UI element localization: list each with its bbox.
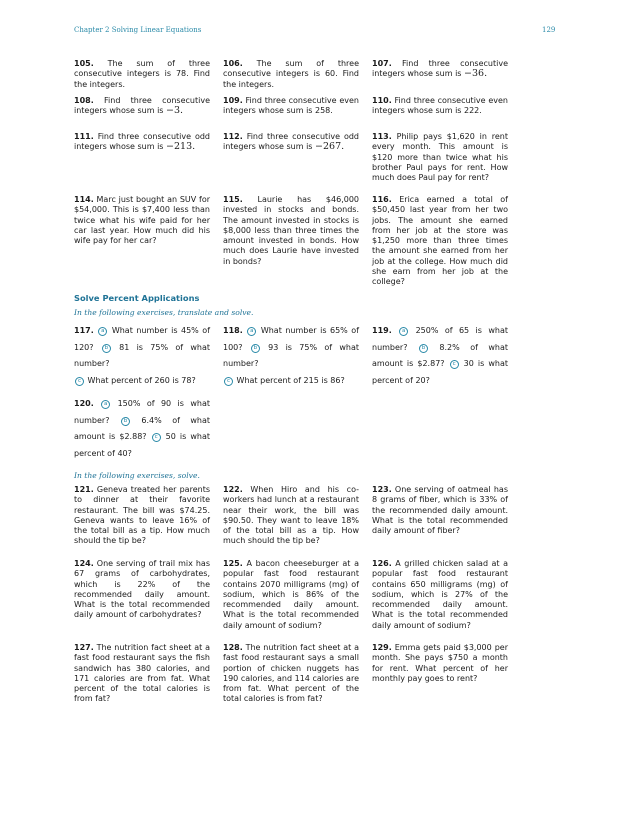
exercise-117: 117. a What number is 45% of 120? b 81 is 75% of what number? c What percent of 260 is 78?: [74, 326, 211, 385]
page-number: 129: [542, 26, 556, 34]
exercise-row: [74, 643, 556, 705]
part-b-marker: b: [251, 344, 260, 353]
exercise-number: 126.: [372, 559, 392, 568]
exercise-127: [74, 643, 210, 705]
exercise-number: 106.: [223, 59, 243, 68]
exercise-number: 113.: [372, 132, 392, 141]
exercise-text: Find three consecutive integers whose sum is: [74, 96, 211, 116]
part-c-marker: c: [152, 433, 161, 442]
part-b-marker: b: [419, 344, 428, 353]
part-b-marker: b: [121, 417, 130, 426]
exercise-number: 119.: [372, 326, 392, 335]
exercise-text: Marc just bought an SUV for $54,000. This is $7,400 less than twice what his wife paid for her car last year. How much did his wife pay for her car?: [74, 195, 210, 246]
exercise-118: 118. a What number is 65% of 100? b 93 is 75% of what number? c What percent of 215 is 86?: [223, 326, 360, 385]
exercise-row: [74, 195, 556, 288]
exercise-number: 105.: [74, 59, 94, 68]
exercise-text: One serving of trail mix has 67 grams of carbohydrates, which is 22% of the recommended daily amount. What is the total recommended daily amount of carbohydrates?: [74, 559, 210, 620]
exercise-number: 107.: [372, 59, 392, 68]
math-value: −36.: [464, 68, 488, 80]
exercise-row: [74, 96, 556, 117]
exercise-text: The nutrition fact sheet at a fast food restaurant says a small portion of chicken nuggets has 190 calories, and 114 calories are from fat. What percent of the total calories is from fat?: [223, 643, 359, 704]
part-b-marker: b: [102, 344, 111, 353]
exercise-row: [74, 485, 556, 547]
exercise-number: 121.: [74, 485, 94, 494]
exercise-114: [74, 195, 210, 288]
exercise-number: 129.: [372, 643, 392, 652]
exercise-125: [223, 559, 359, 631]
exercise-115: [223, 195, 359, 288]
exercise-number: 123.: [372, 485, 392, 494]
exercise-text: When Hiro and his co-workers had lunch at a restaurant near their work, the bill was $90.50. They want to leave 18% of the total bill as a tip. How much should the tip be?: [223, 485, 359, 546]
exercise-109: [223, 96, 359, 117]
exercise-number: 122.: [223, 485, 243, 494]
exercise-121: [74, 485, 210, 547]
exercise-text: Find three consecutive integers whose sum is: [372, 59, 509, 79]
exercise-text: Find three consecutive odd integers whose sum is: [74, 132, 211, 152]
exercise-113: [372, 132, 508, 183]
exercise-129: [372, 643, 508, 705]
exercise-number: 125.: [223, 559, 243, 568]
exercise-row: [74, 132, 556, 183]
exercise-number: 128.: [223, 643, 243, 652]
exercise-126: [372, 559, 508, 631]
exercise-text: The nutrition fact sheet at a fast food restaurant says the fish sandwich has 380 calories, and 171 calories are from fat. What percent of the total calories is from fat?: [74, 643, 210, 704]
part-c-marker: c: [450, 360, 459, 369]
exercise-text: Erica earned a total of $50,450 last year from her two jobs. The amount she earned from her job at the store was $1,250 more than three times the amount she earned from her job at the college. How much did she earn from her job at the college?: [372, 195, 508, 287]
part-a-marker: a: [101, 400, 110, 409]
exercise-number: 115.: [223, 195, 243, 204]
exercise-110: [372, 96, 508, 117]
exercise-128: [223, 643, 359, 705]
exercise-number: 124.: [74, 559, 94, 568]
exercise-text: Find three consecutive odd integers whose sum is: [223, 132, 360, 152]
exercise-123: [372, 485, 508, 547]
exercise-number: 110.: [372, 96, 392, 105]
exercise-number: 112.: [223, 132, 243, 141]
exercise-text: Geneva treated her parents to dinner at their favorite restaurant. The bill was $74.25. Geneva wants to leave 16% of the total bill as a tip. How much should the tip be?: [74, 485, 210, 546]
exercise-105: [74, 59, 210, 90]
exercise-120: 120. a 150% of 90 is what number? b 6.4% of what amount is $2.88? c 50 is what percent of 40?: [74, 399, 211, 458]
exercise-text: A grilled chicken salad at a popular fast food restaurant contains 650 milligrams (mg) of sodium, which is 27% of the recommended daily amount. What is the total recommended daily amount of sodium?: [372, 559, 508, 630]
exercise-text: One serving of oatmeal has 8 grams of fiber, which is 33% of the recommended daily amount. What is the total recommended daily amount of fiber?: [372, 485, 508, 536]
chapter-header: Chapter 2 Solving Linear Equations: [74, 26, 202, 34]
exercise-text: Find three consecutive even integers whose sum is 258.: [223, 96, 359, 116]
exercise-number: 120.: [74, 399, 94, 408]
exercise-text: Emma gets paid $3,000 per month. She pays $750 a month for rent. What percent of her monthly pay goes to rent?: [372, 643, 508, 683]
exercise-text: The sum of three consecutive integers is 78. Find the integers.: [74, 59, 210, 89]
math-value: −213.: [166, 141, 196, 153]
exercise-row: [74, 323, 556, 389]
exercise-row: [74, 59, 556, 90]
exercise-112: [223, 132, 359, 183]
instruction-translate: In the following exercises, translate and solve.: [74, 308, 254, 317]
exercise-106: [223, 59, 359, 90]
exercise-116: [372, 195, 508, 288]
exercise-text: A bacon cheeseburger at a popular fast food restaurant contains 2070 milligrams (mg) of sodium, which is 86% of the recommended daily amount. What is the total recommended daily amount of sodium?: [223, 559, 359, 630]
exercise-row: [74, 559, 556, 631]
instruction-solve: In the following exercises, solve.: [74, 471, 200, 480]
exercise-number: 118.: [223, 326, 243, 335]
exercise-108: [74, 96, 210, 117]
exercise-number: 116.: [372, 195, 392, 204]
exercise-111: [74, 132, 210, 183]
exercise-row: [74, 396, 556, 462]
exercise-number: 117.: [74, 326, 94, 335]
exercise-122: [223, 485, 359, 547]
exercise-124: [74, 559, 210, 631]
part-a-marker: a: [98, 327, 107, 336]
exercise-number: 114.: [74, 195, 94, 204]
section-title: Solve Percent Applications: [74, 293, 200, 303]
part-a-marker: a: [399, 327, 408, 336]
math-value: −267.: [315, 141, 345, 153]
exercise-107: [372, 59, 508, 90]
part-c-marker: c: [75, 377, 84, 386]
exercise-text: Find three consecutive even integers whose sum is 222.: [372, 96, 508, 116]
exercise-text: Laurie has $46,000 invested in stocks and bonds. The amount invested in stocks is $8,000 less than three times the amount invested in bonds. How much does Laurie have invested in bonds?: [223, 195, 360, 266]
math-value: −3.: [166, 105, 184, 117]
exercise-number: 111.: [74, 132, 94, 141]
exercise-text: Philip pays $1,620 in rent every month. This amount is $120 more than twice what his brother Paul pays for rent. How much does Paul pay for rent?: [372, 132, 508, 183]
exercise-119: 119. a 250% of 65 is what number? b 8.2% of what amount is $2.87? c 30 is what percent of 20?: [372, 326, 509, 385]
part-a-marker: a: [247, 327, 256, 336]
exercise-text: The sum of three consecutive integers is 60. Find the integers.: [223, 59, 359, 89]
part-c-marker: c: [224, 377, 233, 386]
exercise-number: 109.: [223, 96, 243, 105]
exercise-number: 108.: [74, 96, 94, 105]
exercise-number: 127.: [74, 643, 94, 652]
